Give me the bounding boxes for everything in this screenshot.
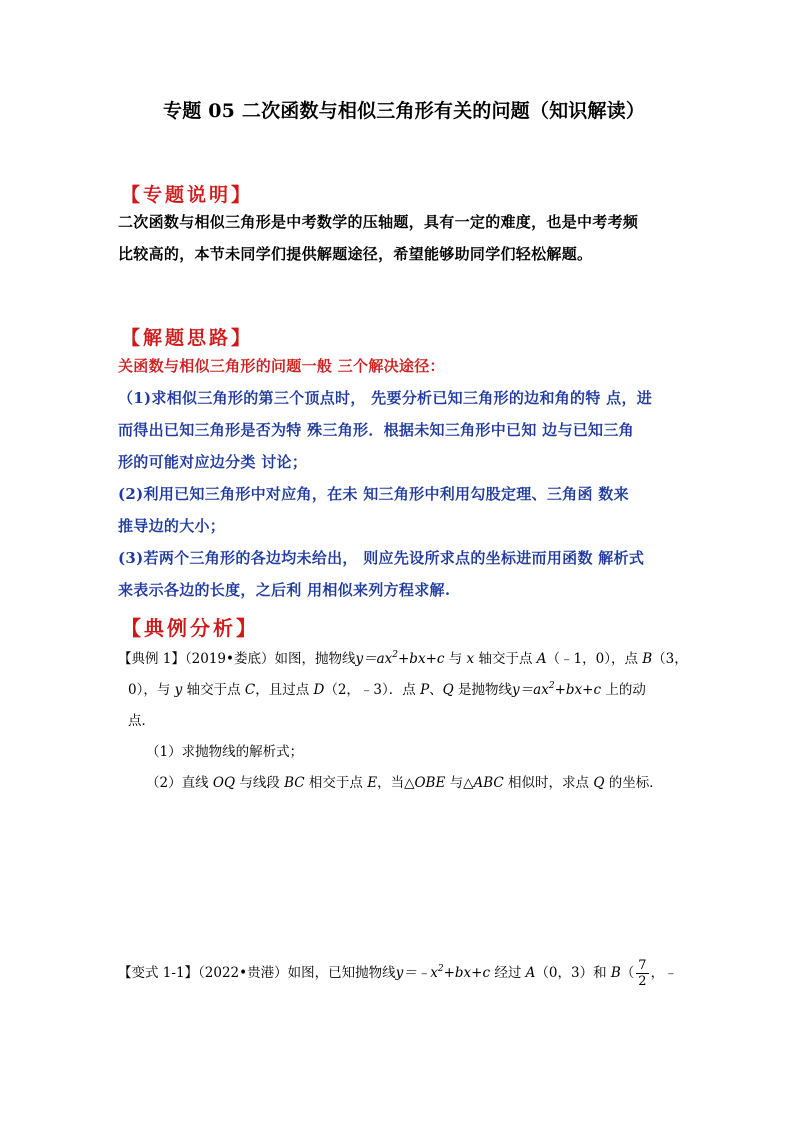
point-E: E: [367, 775, 378, 791]
text: （: [620, 965, 635, 981]
example-label: 【典例 1】: [118, 651, 185, 667]
variable-y: y: [174, 682, 183, 698]
text: 与△: [445, 775, 474, 791]
text: （0，3）和: [535, 965, 611, 981]
equation-part: y＝ax: [355, 651, 393, 667]
equation-part: y＝ax: [512, 682, 549, 698]
text: （﹣1，0），点: [546, 651, 643, 667]
page-title: 专题 05 二次函数与相似三角形有关的问题（知识解读）: [163, 100, 646, 122]
intro-paragraph: [118, 206, 683, 270]
point-C: C: [244, 682, 256, 698]
method-line: 推导边的大小；: [118, 517, 226, 535]
point-A: A: [536, 651, 547, 667]
text: 的坐标．: [604, 775, 663, 791]
method-paragraph: [118, 350, 683, 606]
method-line: （1)求相似三角形的第三个顶点时， 先要分析已知三角形的边和角的特 点，进: [118, 389, 653, 407]
text: 轴交于点: [474, 651, 537, 667]
text: 如图，已知抛物线: [287, 965, 396, 981]
equation-part: y＝﹣x: [395, 965, 438, 981]
segment-BC: BC: [284, 775, 305, 791]
point-Q: Q: [442, 682, 454, 698]
intro-line: 比较高的，本节未同学们提供解题途径，希望能够助同学们轻松解题。: [118, 245, 593, 263]
text: 相似时，求点: [503, 775, 594, 791]
section-heading-intro: 【专题说明】: [121, 184, 254, 206]
text: 轴交于点: [182, 682, 245, 698]
text: 如图，抛物线: [274, 651, 356, 667]
method-line: 形的可能对应边分类 讨论；: [118, 453, 308, 471]
superscript: 2: [392, 650, 398, 660]
point-A: A: [525, 965, 536, 981]
text: （2，﹣3）．点: [324, 682, 421, 698]
superscript: 2: [437, 964, 444, 974]
equation-part: +bx+c: [554, 682, 602, 698]
method-line: 来表示各边的长度，之后利 用相似来列方程求解.: [118, 581, 451, 599]
point-P: P: [420, 682, 430, 698]
example-1-line-2: [118, 675, 678, 706]
method-line: (3)若两个三角形的各边均未给出， 则应先设所求点的坐标进而用函数 解析式: [118, 549, 645, 567]
example-1-line-3: 点．: [128, 713, 155, 729]
text: ，﹣: [650, 965, 678, 981]
point-B: B: [610, 965, 621, 981]
fraction: [636, 958, 648, 989]
text: （3，: [652, 651, 688, 667]
example-source: （2019•娄底）: [184, 651, 275, 667]
equation-text: [396, 965, 490, 981]
point-B: B: [642, 651, 653, 667]
equation-text: [512, 682, 601, 698]
point-D: D: [313, 682, 325, 698]
triangle-ABC: ABC: [473, 775, 504, 791]
equation-part: +bx+c: [398, 651, 445, 667]
variant-source: （2022•贵港）: [198, 965, 288, 981]
text: 上的动: [601, 682, 646, 698]
text: 经过: [490, 965, 526, 981]
variant-label: 【变式 1-1】: [118, 965, 199, 981]
text: （2）直线: [146, 775, 213, 791]
superscript: 2: [548, 681, 555, 691]
section-heading-method: 【解题思路】: [121, 327, 254, 349]
method-line: 而得出已知三角形是否为特 殊三角形．根据未知三角形中已知 边与已知三角: [118, 421, 634, 439]
example-1-question-2: [118, 768, 678, 799]
text: 相交于点: [304, 775, 368, 791]
variable-x: x: [466, 651, 475, 667]
equation-part: +bx+c: [443, 965, 491, 981]
variant-line-1: [118, 958, 678, 989]
example-1-line-1: [118, 644, 688, 675]
text: 是抛物线: [453, 682, 513, 698]
text: 与线段: [235, 775, 285, 791]
point-Q: Q: [593, 775, 605, 791]
triangle-OBE: OBE: [414, 775, 446, 791]
equation-text: [355, 651, 444, 667]
text: 0），与: [128, 682, 175, 698]
method-line: (2)利用已知三角形中对应角，在未 知三角形中利用勾股定理、三角函 数来: [118, 485, 629, 503]
text: ，且过点: [255, 682, 314, 698]
text: 、: [429, 682, 443, 698]
line-OQ: OQ: [212, 775, 236, 791]
variant-1-1: [118, 958, 678, 989]
method-lead: 关函数与相似三角形的问题一般 三个解决途径：: [118, 357, 445, 375]
text: 与: [444, 651, 467, 667]
example-1-question-1: （1）求抛物线的解析式；: [146, 744, 304, 760]
fraction-numerator: 7: [638, 958, 647, 973]
section-heading-examples: 【典例分析】: [121, 616, 259, 640]
intro-line: 二次函数与相似三角形是中考数学的压轴题，具有一定的难度，也是中考考频: [118, 213, 639, 231]
example-1: [118, 644, 688, 799]
text: ，当△: [377, 775, 415, 791]
fraction-denominator: 2: [638, 974, 647, 989]
